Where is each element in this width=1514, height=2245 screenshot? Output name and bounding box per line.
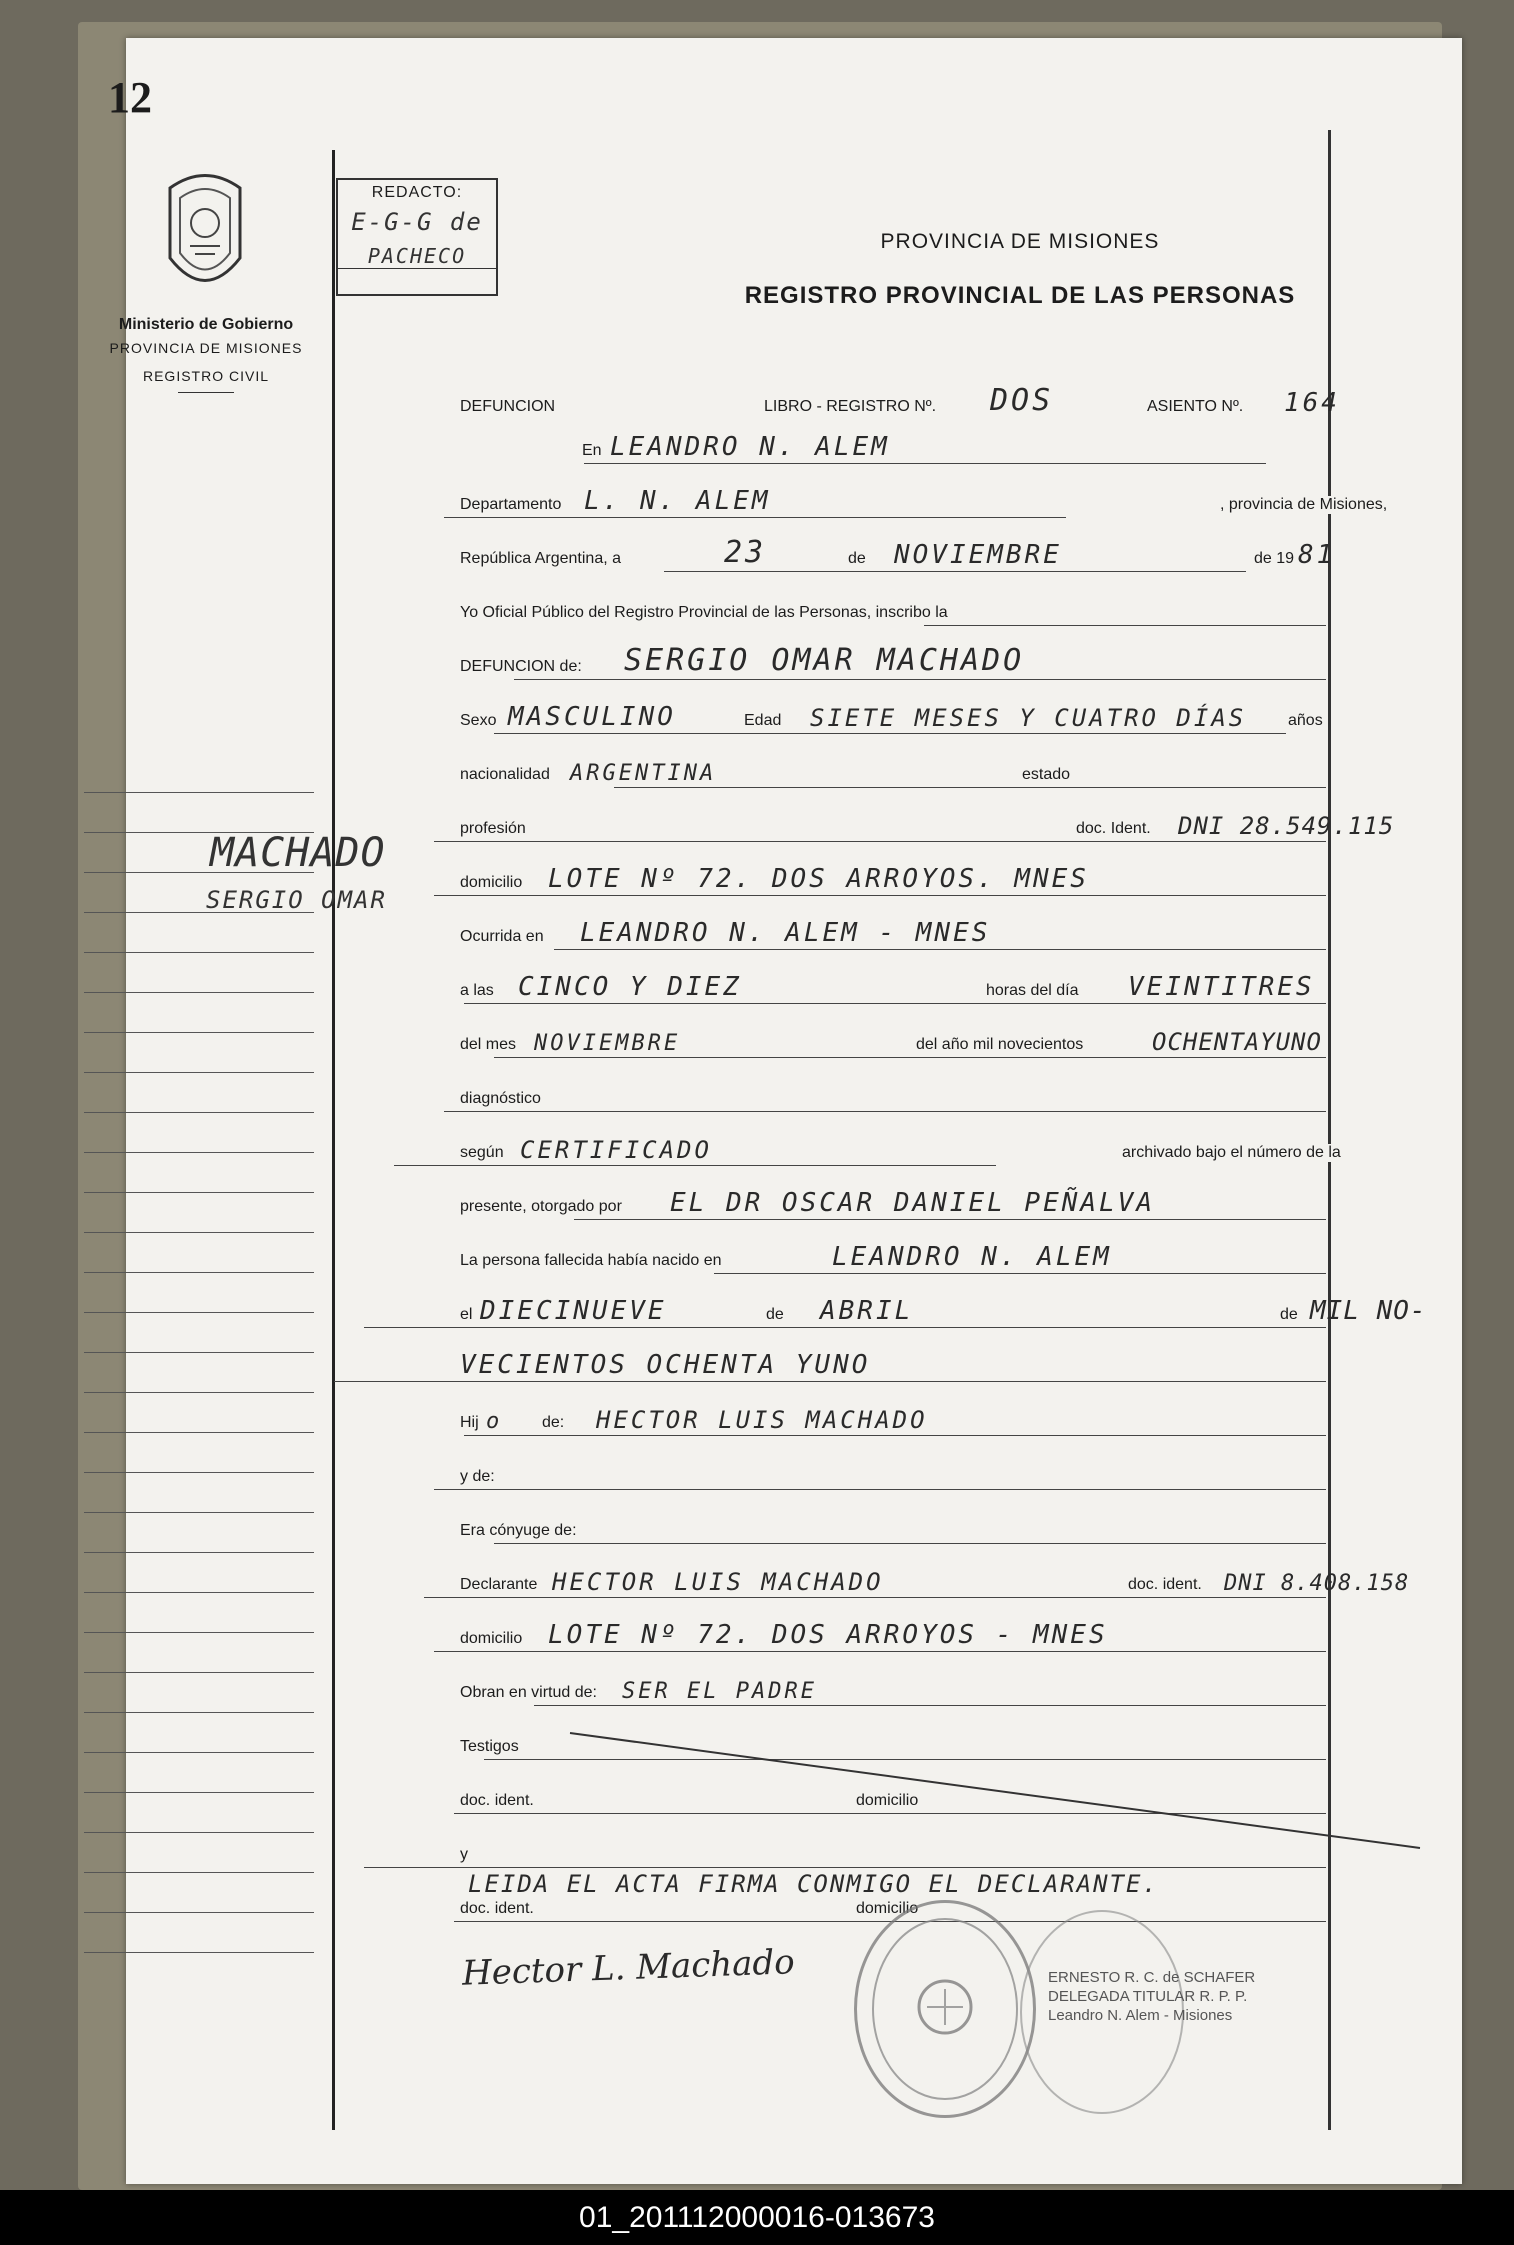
asiento-label: ASIENTO Nº. xyxy=(1147,398,1247,416)
form-row-defuncion xyxy=(334,383,1340,424)
en-label: En xyxy=(582,442,606,460)
margin-line xyxy=(84,952,314,953)
libro-value: DOS xyxy=(990,383,1054,418)
margin-line xyxy=(84,1352,314,1353)
form-row-declarante xyxy=(334,1562,1410,1602)
official-stamp xyxy=(1048,1968,1348,2025)
hijo-suffix: o xyxy=(486,1409,503,1434)
mes-value: NOVIEMBRE xyxy=(894,540,1062,570)
margin-line xyxy=(84,1112,314,1113)
form-row-ocurrida xyxy=(334,914,1326,954)
oficial-label: Yo Oficial Público del Registro Provincial de las Personas, inscribo la xyxy=(460,604,952,622)
form-row-defuncion-de xyxy=(334,644,1326,684)
domicilio-value: LOTE Nº 72. DOS ARROYOS. MNES xyxy=(548,864,1089,894)
margin-line xyxy=(84,1272,314,1273)
declarante-doc-label: doc. ident. xyxy=(1128,1576,1206,1594)
form-row-profesion xyxy=(334,806,1395,846)
segun-value: CERTIFICADO xyxy=(520,1136,712,1164)
segun-label: según xyxy=(460,1144,508,1162)
y-de-label: y de: xyxy=(460,1468,499,1486)
sexo-value: MASCULINO xyxy=(508,702,676,732)
form-row-segun xyxy=(334,1130,1341,1170)
defuncion-de-label: DEFUNCION de: xyxy=(460,658,586,676)
margin-line xyxy=(84,1152,314,1153)
margin-line xyxy=(84,1312,314,1313)
de-label: de xyxy=(848,550,870,568)
form-row-mes xyxy=(334,1022,1326,1062)
margin-line xyxy=(84,1792,314,1793)
nacido-label: La persona fallecida había nacido en xyxy=(460,1252,726,1270)
otorgado-label: presente, otorgado por xyxy=(460,1198,626,1216)
obran-label: Obran en virtud de: xyxy=(460,1684,601,1702)
redacto-stamp xyxy=(336,178,498,296)
redacto-line2: PACHECO xyxy=(338,244,496,269)
anio-mil-label: del año mil novecientos xyxy=(916,1036,1087,1054)
form-row-otorgado xyxy=(334,1184,1326,1224)
sexo-label: Sexo xyxy=(460,712,500,730)
form-row-hijo xyxy=(334,1400,1326,1440)
form-row-conyuge xyxy=(334,1508,1326,1548)
anio-value: 81 xyxy=(1298,540,1336,570)
anio-mil-value: OCHENTAYUNO xyxy=(1152,1028,1322,1056)
margin-line xyxy=(84,1552,314,1553)
margin-line xyxy=(84,1512,314,1513)
margin-given-name: SERGIO OMAR xyxy=(206,886,387,914)
edad-label: Edad xyxy=(744,712,785,730)
ocurrida-label: Ocurrida en xyxy=(460,928,548,946)
form-row-fecha-nac-cont xyxy=(334,1346,1326,1386)
hora-value: CINCO Y DIEZ xyxy=(518,972,742,1002)
official-stamp-line1: ERNESTO R. C. de SCHAFER xyxy=(1048,1969,1256,1986)
official-stamp-line3: Leandro N. Alem - Misiones xyxy=(1048,2007,1233,2024)
declarante-domicilio-value: LOTE Nº 72. DOS ARROYOS - MNES xyxy=(548,1620,1108,1650)
departamento-label: Departamento xyxy=(460,496,565,514)
domicilio-label: domicilio xyxy=(460,874,526,892)
redacto-line1: E-G-G de xyxy=(351,208,483,236)
closing-statement: LEIDA EL ACTA FIRMA CONMIGO EL DECLARANTE. xyxy=(468,1870,1159,1898)
registry-seal-icon xyxy=(854,1900,1036,2118)
nacionalidad-label: nacionalidad xyxy=(460,766,554,784)
father-name: HECTOR LUIS MACHADO xyxy=(596,1406,928,1434)
margin-line xyxy=(84,1712,314,1713)
testigo1-doc-label: doc. ident. xyxy=(460,1792,538,1810)
declarante-value: HECTOR LUIS MACHADO xyxy=(552,1568,884,1596)
nacionalidad-value: ARGENTINA xyxy=(570,761,717,786)
anio-nac-value-1: MIL NO- xyxy=(1310,1296,1427,1326)
form-row-y-de xyxy=(334,1454,1326,1494)
de-nac-label: de xyxy=(766,1306,788,1324)
margin-line xyxy=(84,1952,314,1953)
anio-label: de 19 xyxy=(1254,550,1298,568)
nacido-value: LEANDRO N. ALEM xyxy=(832,1242,1112,1272)
margin-line xyxy=(84,1872,314,1873)
libro-label: LIBRO - REGISTRO Nº. xyxy=(764,398,940,416)
obran-value: SER EL PADRE xyxy=(622,1679,817,1704)
margin-line xyxy=(84,1632,314,1633)
hijo-de-label: de: xyxy=(542,1414,568,1432)
form-row-nacido xyxy=(334,1238,1326,1278)
form-row-declarante-domicilio xyxy=(334,1616,1326,1656)
province-emblem-icon xyxy=(160,158,250,308)
estado-label: estado xyxy=(1022,766,1074,784)
redacto-label: REDACTO: xyxy=(371,184,463,201)
doc-ident-value: DNI 28.549.115 xyxy=(1178,812,1395,840)
province-heading: PROVINCIA DE MISIONES xyxy=(880,230,1160,253)
dia-value: 23 xyxy=(724,535,767,570)
margin-line xyxy=(84,1672,314,1673)
hijo-label: Hij xyxy=(460,1414,483,1432)
margin-line xyxy=(84,792,314,793)
margin-line xyxy=(84,1032,314,1033)
registry-heading: REGISTRO PROVINCIAL DE LAS PERSONAS xyxy=(744,282,1296,309)
testigo2-domicilio-label: domicilio xyxy=(856,1900,922,1918)
dia-value-text: VEINTITRES xyxy=(1128,972,1315,1002)
form-row-sexo xyxy=(334,698,1326,738)
del-mes-label: del mes xyxy=(460,1036,520,1054)
y-label: y xyxy=(460,1846,472,1864)
testigo1-domicilio-label: domicilio xyxy=(856,1792,922,1810)
form-row-fecha xyxy=(334,535,1336,576)
declarante-doc-value: DNI 8.408.158 xyxy=(1224,1571,1410,1596)
ministry-block xyxy=(86,316,326,393)
el-label: el xyxy=(460,1306,476,1324)
provincia-label: , provincia de Misiones, xyxy=(1220,496,1391,514)
declarante-label: Declarante xyxy=(460,1576,541,1594)
form-row-obran xyxy=(334,1670,1326,1710)
profesion-label: profesión xyxy=(460,820,530,838)
margin-line xyxy=(84,1392,314,1393)
diagnostico-label: diagnóstico xyxy=(460,1090,545,1108)
form-row-nacionalidad xyxy=(334,752,1326,792)
archivado-label: archivado bajo el número de la xyxy=(1122,1144,1345,1162)
margin-line xyxy=(84,1472,314,1473)
doc-ident-label: doc. Ident. xyxy=(1076,820,1155,838)
departamento-value: L. N. ALEM xyxy=(584,486,771,516)
margin-line xyxy=(84,1072,314,1073)
del-mes-value: NOVIEMBRE xyxy=(534,1031,681,1056)
testigo2-doc-label: doc. ident. xyxy=(460,1900,538,1918)
ministry-name: Ministerio de Gobierno xyxy=(118,316,294,333)
form-row-fecha-nac xyxy=(334,1292,1427,1332)
edad-value: SIETE MESES Y CUATRO DÍAS xyxy=(810,704,1247,732)
form-row-domicilio xyxy=(334,860,1326,900)
deceased-name: SERGIO OMAR MACHADO xyxy=(624,643,1025,678)
official-stamp-line2: DELEGADA TITULAR R. P. P. xyxy=(1048,1988,1248,2005)
anio-nac-value-2: VECIENTOS OCHENTA YUNO xyxy=(460,1350,871,1380)
image-footer-id: 01_201112000016-013673 xyxy=(0,2190,1514,2245)
margin-line xyxy=(84,1752,314,1753)
declarant-signature: Hector L. Machado xyxy=(461,1942,796,1994)
margin-line xyxy=(84,1592,314,1593)
mes-nac-value: ABRIL xyxy=(820,1296,914,1326)
margin-line xyxy=(84,992,314,993)
testigos-label: Testigos xyxy=(460,1738,523,1756)
form-row-departamento xyxy=(334,482,1388,522)
form-row-hora xyxy=(334,968,1326,1008)
anios-label: años xyxy=(1288,712,1327,730)
republica-label: República Argentina, a xyxy=(460,550,625,568)
declarante-domicilio-label: domicilio xyxy=(460,1630,526,1648)
margin-line xyxy=(84,1232,314,1233)
ministry-registry: REGISTRO CIVIL xyxy=(142,368,270,384)
otorgado-value: EL DR OSCAR DANIEL PEÑALVA xyxy=(670,1188,1155,1218)
divider xyxy=(178,392,234,393)
defuncion-label: DEFUNCION xyxy=(460,398,559,416)
margin-line xyxy=(84,1432,314,1433)
dia-nac-value: DIECINUEVE xyxy=(480,1296,667,1326)
de-anio-nac-label: de xyxy=(1280,1306,1302,1324)
hora-label: a las xyxy=(460,982,498,1000)
margin-line xyxy=(84,1192,314,1193)
form-row-en xyxy=(334,428,1326,468)
dia-label: horas del día xyxy=(986,982,1083,1000)
form-row-oficial xyxy=(334,590,1326,630)
page-number: 12 xyxy=(108,73,152,122)
margin-surname: MACHADO xyxy=(210,830,386,876)
margin-line xyxy=(84,1832,314,1833)
margin-line xyxy=(84,1912,314,1913)
strike-line xyxy=(560,1728,1460,1858)
form-row-diagnostico xyxy=(334,1076,1326,1116)
ministry-province: PROVINCIA DE MISIONES xyxy=(109,340,303,356)
en-value: LEANDRO N. ALEM xyxy=(610,432,890,462)
asiento-value: 164 xyxy=(1284,388,1340,418)
conyuge-label: Era cónyuge de: xyxy=(460,1522,581,1540)
ocurrida-value: LEANDRO N. ALEM - MNES xyxy=(580,918,991,948)
